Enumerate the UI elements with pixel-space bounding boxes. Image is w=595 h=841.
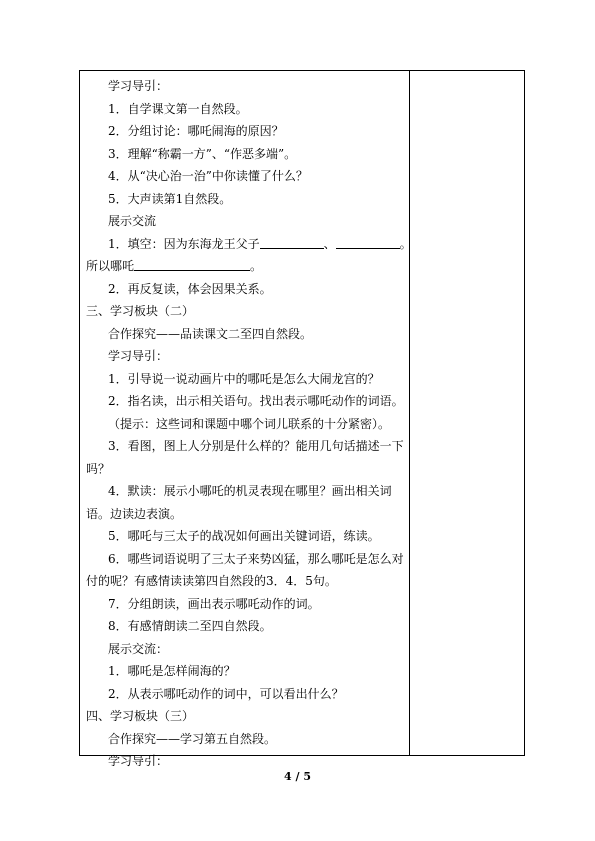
- text-line: 2．再反复读，体会因果关系。: [108, 281, 272, 296]
- text-line: 付的呢？有感情读读第四自然段的3．4．5句。: [86, 574, 337, 588]
- text-line: 8．有感情朗读二至四自然段。: [108, 619, 272, 633]
- fill-in-blank[interactable]: [260, 235, 324, 249]
- fill-in-prompt: 1．填空：因为东海龙王父子: [108, 236, 260, 251]
- text-line: 1．自学课文第一自然段。: [108, 101, 248, 116]
- text-line: 3．看图，图上人分别是什么样的？能用几句话描述一下: [108, 439, 404, 453]
- text-line: 合作探究——品读课文二至四自然段。: [108, 326, 313, 341]
- text-line: 2．分组讨论：哪吒闹海的原因？: [108, 124, 284, 138]
- fill-in-blank[interactable]: [134, 257, 250, 271]
- text-line: 展示交流：: [108, 641, 169, 656]
- page-number: 4 / 5: [284, 770, 311, 783]
- fill-in-line: [84, 233, 412, 256]
- text-line: 学习导引：: [108, 349, 169, 363]
- section-heading: 三、学习板块（二）: [86, 304, 195, 318]
- text-line: 1．哪吒是怎样闹海的？: [108, 664, 236, 678]
- text-line: 4．默读：展示小哪吒的机灵表现在哪里？画出相关词: [108, 484, 392, 498]
- text-line: 学习导引：: [108, 754, 169, 768]
- text-line: 3．理解“称霸一方”、“作恶多端”。: [108, 146, 297, 161]
- fill-in-line: [84, 255, 406, 278]
- text-line: 5．大声读第1自然段。: [108, 191, 232, 206]
- fill-in-prompt: 所以哪吒: [86, 259, 135, 273]
- punctuation: 。: [399, 236, 412, 251]
- fill-in-blank[interactable]: [336, 235, 400, 249]
- lesson-content: [84, 75, 412, 773]
- text-line: 2．指名读，出示相关语句。找出表示哪吒动作的词语。: [108, 394, 404, 408]
- text-line: 4．从“决心治一治”中你读懂了什么？: [108, 169, 308, 183]
- text-line: 学习导引：: [108, 79, 169, 93]
- text-line: 7．分组朗读，画出表示哪吒动作的词。: [108, 596, 320, 611]
- text-line: 语。边读边表演。: [86, 506, 183, 521]
- text-line: 5．哪吒与三太子的战况如何画出关键词语，练读。: [108, 529, 380, 543]
- text-line: 合作探究——学习第五自然段。: [108, 731, 277, 746]
- text-line: 展示交流: [108, 214, 157, 228]
- text-line: 吗？: [86, 461, 111, 476]
- punctuation: 、: [323, 236, 336, 251]
- text-line: 6．哪些词语说明了三太子来势凶猛，那么哪吒是怎么对: [108, 551, 404, 566]
- table-column-divider: [409, 70, 410, 756]
- text-line: 2．从表示哪吒动作的词中，可以看出什么？: [108, 686, 344, 701]
- punctuation: 。: [250, 259, 263, 273]
- text-line: （提示：这些词和课题中哪个词儿联系的十分紧密）。: [108, 416, 391, 431]
- section-heading: 四、学习板块（三）: [86, 709, 195, 723]
- text-line: 1．引导说一说动画片中的哪吒是怎么大闹龙宫的？: [108, 371, 380, 386]
